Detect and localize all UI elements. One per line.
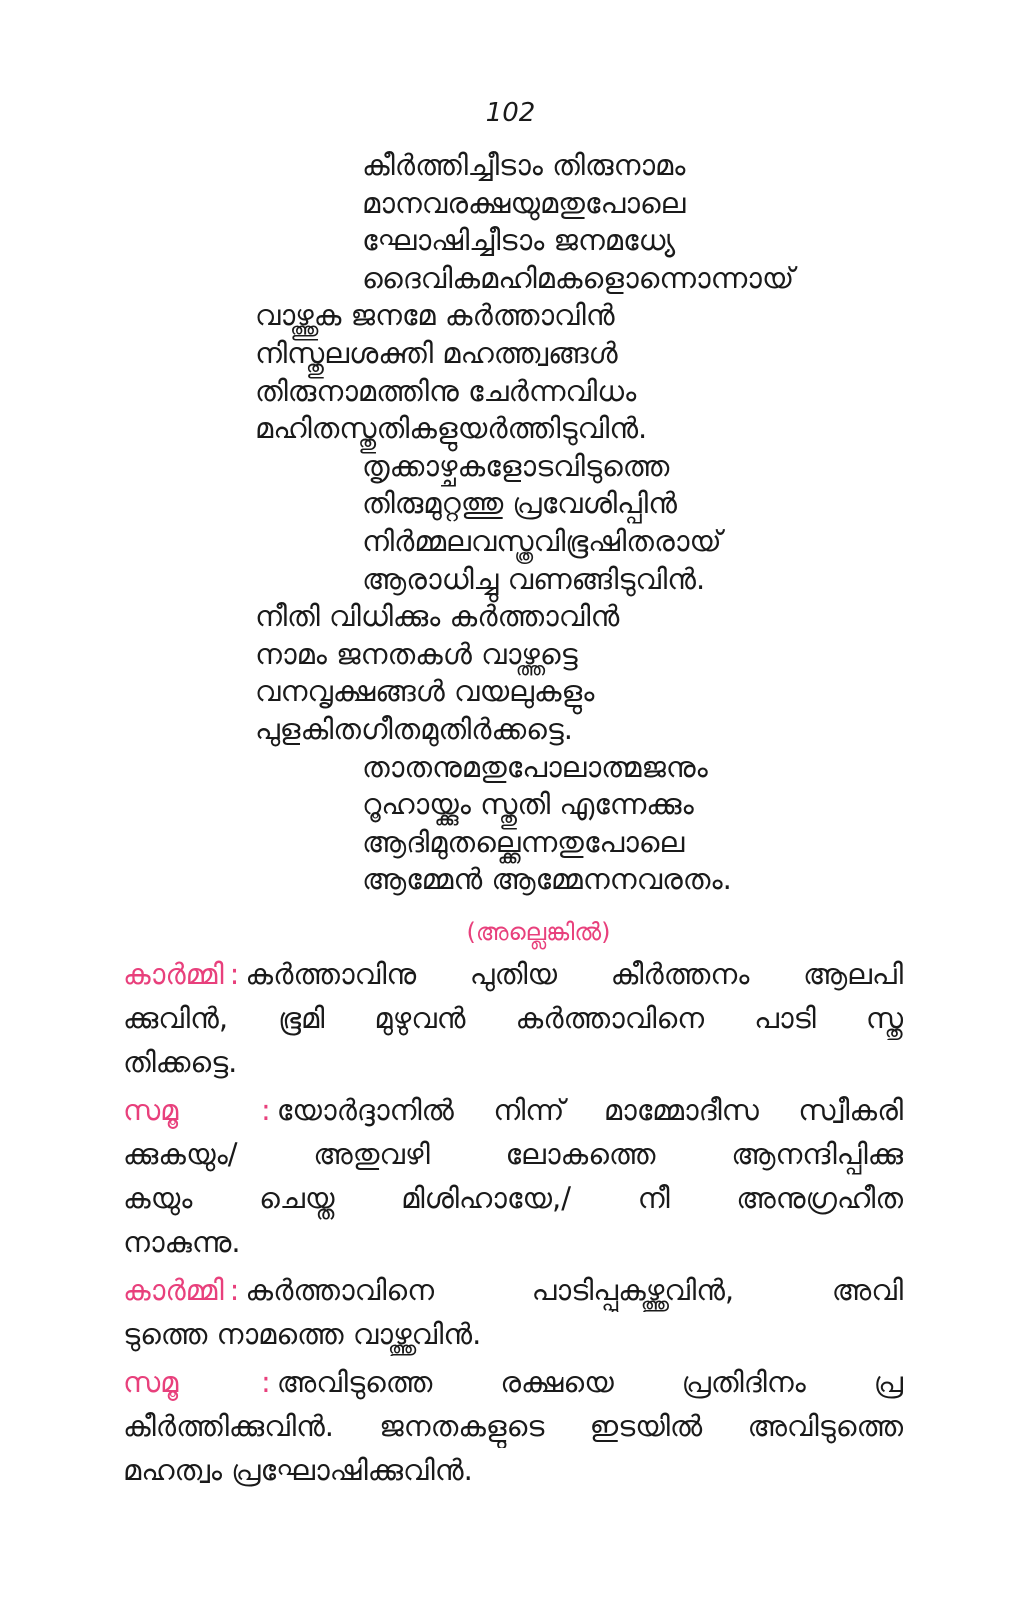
response-line [123,1040,903,1084]
hymn-line: മഹിതസ്തുതികളുയർത്തിടുവിൻ. [255,411,648,446]
hymn-line: ദൈവികമഹിമകളൊന്നൊന്നായ് [362,260,795,295]
speaker-colon: : [229,1273,240,1307]
hymn-line: നീതി വിധിക്കും കർത്താവിൻ [255,599,620,634]
response-line [123,1176,903,1220]
hymn-line: ആമ്മേൻ ആമ്മേനനവരതം. [362,862,732,897]
response-line [123,1312,903,1356]
hymn-line: തിരുനാമത്തിനു ചേർന്നവിധം [255,373,637,408]
hymn-line: ആദിമുതല്ക്കെന്നതുപോലെ [362,824,685,859]
responsory [123,952,903,1496]
hymn-line: വനവൃക്ഷങ്ങൾ വയലുകളും [255,674,595,709]
response-line [123,996,903,1040]
hymn-line: റൂഹായ്ക്കും സ്തുതി എന്നേക്കും [362,787,694,822]
speaker-colon: : [229,957,240,991]
speaker-label: സമൂ [123,1365,179,1399]
response-block [123,1360,903,1492]
response-text: ക്കുവിൻ, ഭൂമി മുഴുവൻ കർത്താവിനെ പാടി സ്തു [123,1001,903,1035]
response-text: യോർദ്ദാനിൽ നിന്ന് മാമ്മോദീസ സ്വീകരി [276,1093,903,1127]
response-first-line [123,952,903,996]
speaker-label: കാർമ്മി [123,957,224,991]
hymn-line: മാനവരക്ഷയുമതുപോലെ [362,185,686,220]
response-text: തിക്കട്ടെ. [123,1045,238,1079]
response-text: മഹത്വം പ്രഘോഷിക്കുവിൻ. [123,1453,473,1487]
hymn-line: ഘോഷിച്ചീടാം ജനമധ്യേ [362,223,676,258]
hymn-line: ആരാധിച്ചു വണങ്ങിടുവിൻ. [362,561,706,596]
response-block [123,952,903,1084]
response-block [123,1088,903,1264]
speaker-label: കാർമ്മി [123,1273,224,1307]
hymn-line: തിരുമുറ്റത്തു പ്രവേശിപ്പിൻ [362,486,677,521]
response-text: നാകുന്നു. [123,1225,241,1259]
hymn-line: വാഴ്ത്തുക ജനമേ കർത്താവിൻ [255,298,615,333]
speaker-label: സമൂ [123,1093,179,1127]
speaker-colon: : [261,1093,271,1127]
speaker-colon: : [261,1365,271,1399]
hymn-line: നിർമ്മലവസ്ത്രവിഭൂഷിതരായ് [362,524,722,558]
response-text: കീർത്തിക്കുവിൻ. ജനതകളുടെ ഇടയിൽ അവിടുത്തെ [123,1409,903,1443]
response-text: കർത്താവിനെ പാടിപ്പുകഴ്ത്തുവിൻ, അവി [245,1273,903,1307]
response-line [123,1132,903,1176]
response-text: ടുത്തെ നാമത്തെ വാഴ്ത്തുവിൻ. [123,1317,482,1351]
response-line [123,1404,903,1448]
response-line [123,1220,903,1264]
hymn-line: നാമം ജനതകൾ വാഴ്ത്തട്ടെ [255,636,578,671]
hymn-line: തൃക്കാഴ്ചകളോടവിടുത്തെ [362,448,670,483]
response-text: കയും ചെയ്ത മിശിഹായേ,/ നീ അനുഗ്രഹീത [123,1181,903,1215]
response-block [123,1268,903,1356]
alternate-label: (അല്ലെങ്കിൽ) [466,918,611,946]
response-text: അവിടുത്തെ രക്ഷയെ പ്രതിദിനം പ്ര [276,1365,903,1399]
hymn-line: കീർത്തിച്ചീടാം തിരുനാമം [362,148,686,182]
response-text: ക്കുകയും/ അതുവഴി ലോകത്തെ ആനന്ദിപ്പിക്കു [123,1137,903,1171]
hymn-line: താതനുമതുപോലാത്മജനും [362,749,708,784]
alternate-label-row [0,915,1021,949]
response-first-line [123,1360,903,1404]
response-text: കർത്താവിനു പുതിയ കീർത്തനം ആലപി [245,957,903,991]
hymn-line: നിസ്തുലശക്തി മഹത്ത്വങ്ങൾ [255,336,618,370]
response-line [123,1448,903,1492]
response-first-line [123,1268,903,1312]
hymn-line: പുളകിതഗീതമുതിർക്കട്ടെ. [255,712,574,746]
page-number: 102 [485,98,536,128]
response-first-line [123,1088,903,1132]
